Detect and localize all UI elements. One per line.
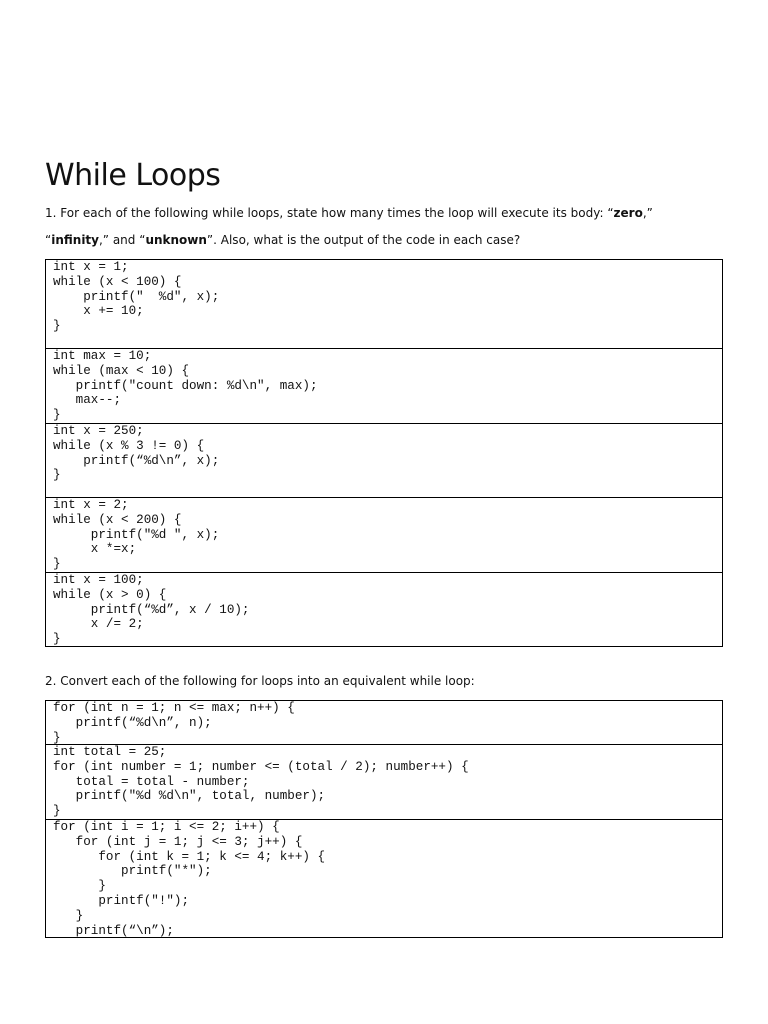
page-title: While Loops	[45, 158, 221, 194]
code-box-3	[45, 423, 723, 498]
code-snippet: int x = 2; while (x < 200) { printf("%d ", x); x *=x; }	[53, 498, 220, 572]
code-box-8	[45, 819, 723, 938]
question-2-text: 2. Convert each of the following for loops into an equivalent while loop:	[45, 674, 475, 688]
term-zero: zero	[613, 206, 643, 220]
term-infinity: infinity	[51, 233, 99, 247]
code-box-4	[45, 497, 723, 573]
question-1-line-2: “infinity,” and “unknown”. Also, what is the output of the code in each case?	[45, 233, 521, 247]
code-box-2	[45, 348, 723, 424]
code-box-7	[45, 744, 723, 820]
code-snippet: for (int n = 1; n <= max; n++) { printf(“%d\n”, n); }	[53, 701, 295, 745]
code-snippet: for (int i = 1; i <= 2; i++) { for (int j = 1; j <= 3; j++) { for (int k = 1; k <= 4; k++) { printf("*"); } printf("!"); } printf(“\n”);	[53, 820, 326, 938]
code-box-5	[45, 572, 723, 647]
code-box-1	[45, 259, 723, 349]
code-snippet: int total = 25; for (int number = 1; number <= (total / 2); number++) { total = total - number; printf("%d %d\n", total, number); }	[53, 745, 469, 819]
question-1-line-1: 1. For each of the following while loops, state how many times the loop will execute its body: “zero,”	[45, 206, 653, 220]
code-snippet: int x = 1; while (x < 100) { printf(" %d", x); x += 10; }	[53, 260, 220, 334]
term-unknown: unknown	[145, 233, 207, 247]
code-snippet: int x = 100; while (x > 0) { printf(“%d”, x / 10); x /= 2; }	[53, 573, 250, 647]
code-snippet: int x = 250; while (x % 3 != 0) { printf(“%d\n”, x); }	[53, 424, 220, 483]
code-box-6	[45, 700, 723, 745]
code-snippet: int max = 10; while (max < 10) { printf("count down: %d\n", max); max--; }	[53, 349, 318, 423]
